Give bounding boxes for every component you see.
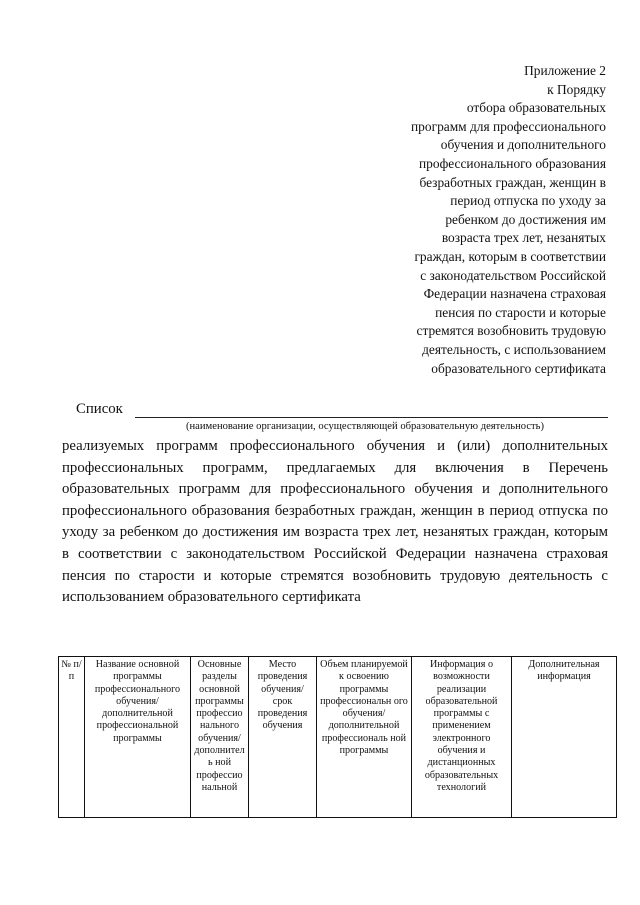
header-e-learning-info: Информация о возможности реализации образовательной программы с применением электронного обучения и дистанционных образовательных технологий [412,657,512,818]
appendix-line: с законодательством Российской [420,267,606,283]
appendix-line: стремятся возобновить трудовую [416,323,606,339]
appendix-line: обучения и дополнительного [440,137,606,153]
header-program-name: Название основной программы профессионального обучения/ дополнительной профессиональной программы [85,657,191,818]
list-title-row [62,400,608,418]
appendix-line: граждан, которым в соответствии [414,248,606,264]
header-place-and-term: Место проведения обучения/ срок проведения обучения [249,657,317,818]
header-main-sections: Основные разделы основной программы профессио нального обучения/ дополнитель ной профессио нальной [191,657,249,818]
appendix-line: к Порядку [547,81,606,97]
table-header-row [59,657,617,818]
appendix-heading [370,62,606,378]
appendix-line: период отпуска по уходу за [450,193,606,209]
appendix-line: ребенком до достижения им [445,211,606,227]
programs-table [58,656,617,818]
organization-name-caption: (наименование организации, осуществляющей образовательную деятельность) [185,421,545,432]
appendix-line: Федерации назначена страховая [423,286,606,302]
appendix-line: программ для профессионального [411,118,606,134]
appendix-line: пенсия по старости и которые [435,304,606,320]
appendix-line: образовательного сертификата [431,360,606,376]
appendix-line: деятельность, с использованием [422,341,606,357]
list-word: Список [76,401,123,417]
appendix-line: профессионального образования [419,155,606,171]
list-description: реализуемых программ профессионального обучения и (или) дополнительных профессиональных программ, предлагаемых для включения в Перечень образовательных программ для профессионального обучения и дополнительного профессионального образования безработных граждан, женщин в период отпуска по уходу за ребенком до достижения им возраста трех лет, незанятых граждан, которым в соответствии с законодательством Российской Федерации назначена страховая пенсия по старости и которые стремятся возобновить трудовую деятельность с использованием образовательного сертификата [62,438,608,606]
header-program-volume: Объем планируемой к освоению программы профессиональн ого обучения/ дополнительной профессиональ ной программы [317,657,412,818]
appendix-line: отбора образовательных [466,100,606,116]
header-number: № п/п [59,657,85,818]
organization-name-blank [135,403,608,418]
appendix-line: Приложение 2 [524,63,606,78]
appendix-line: возраста трех лет, незанятых [441,230,606,246]
header-additional-info: Дополнительная информация [512,657,617,818]
list-title [62,400,608,434]
appendix-line: безработных граждан, женщин в [419,174,606,190]
